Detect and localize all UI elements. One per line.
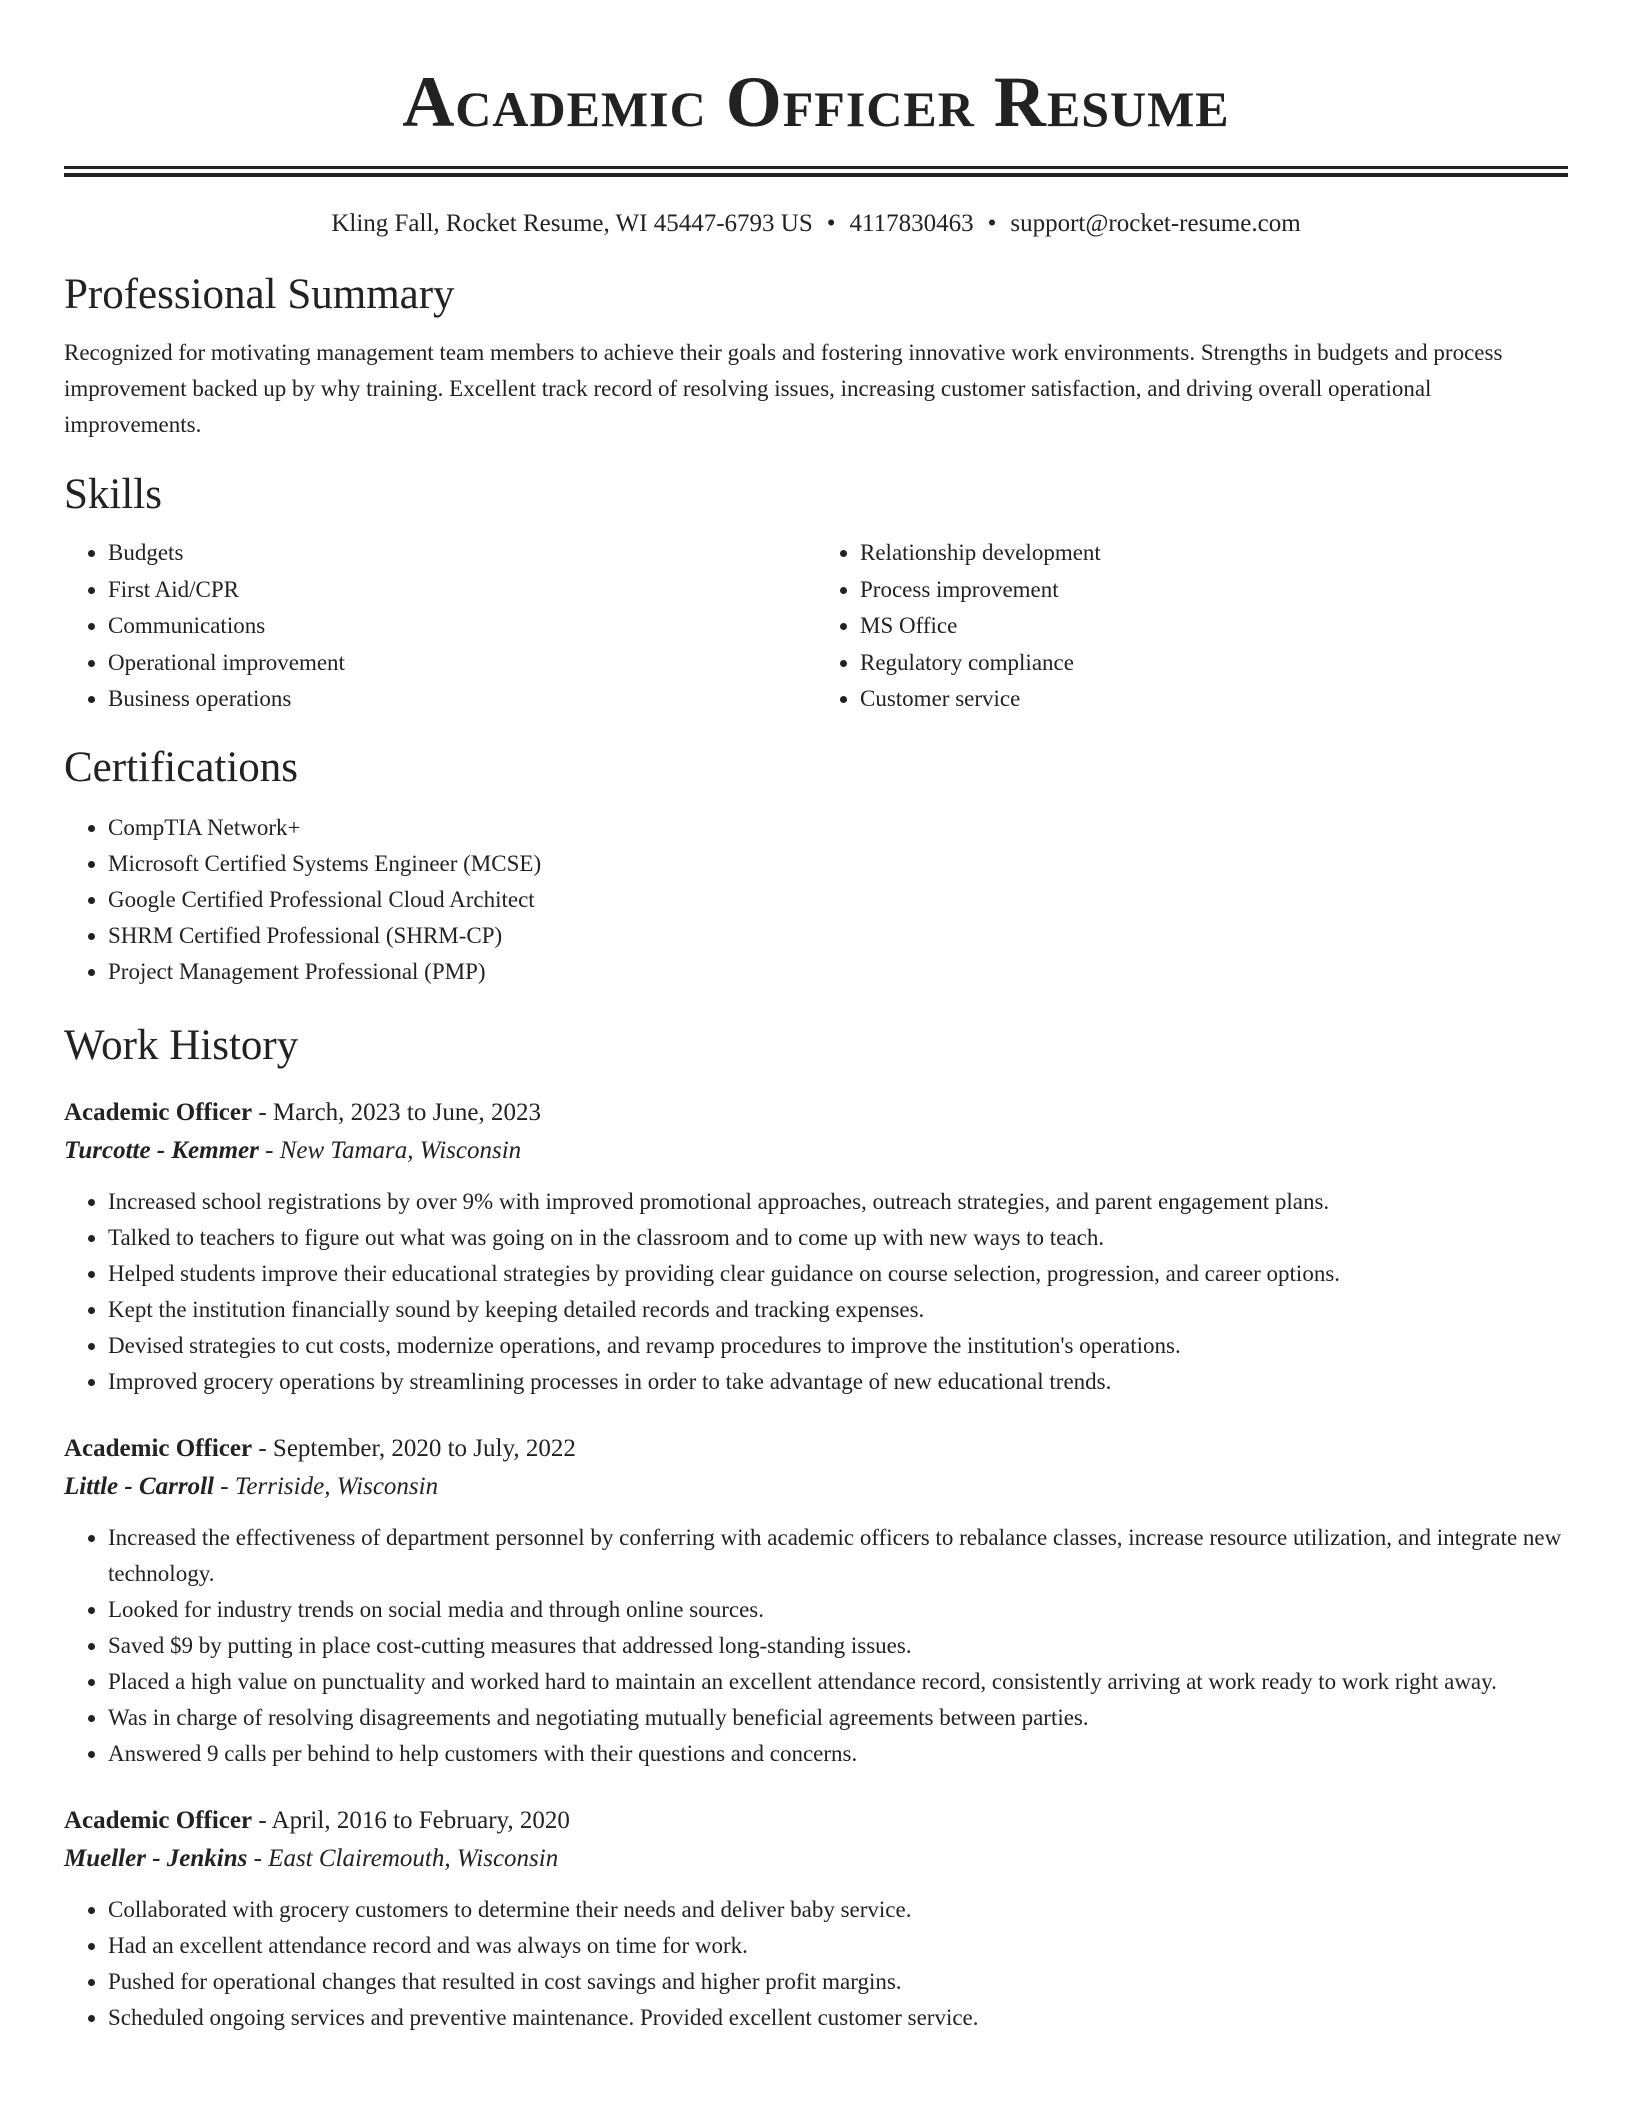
contact-address: Kling Fall, Rocket Resume, WI 45447-6793 US xyxy=(331,210,813,237)
job-location: - East Clairemouth, Wisconsin xyxy=(247,1844,559,1872)
skill-item: • Customer service xyxy=(860,681,1568,718)
skill-item: • Relationship development xyxy=(860,535,1568,572)
job-bullet: • Talked to teachers to figure out what was going on in the classroom and to come up with new ways to teach. xyxy=(108,1220,1568,1256)
job-entry xyxy=(64,1430,1568,1772)
skill-item: • Communications xyxy=(108,608,816,645)
job-bullet: • Placed a high value on punctuality and worked hard to maintain an excellent attendance record, consistently arriving at work ready to work right away. xyxy=(108,1664,1568,1700)
certification-item: • SHRM Certified Professional (SHRM-CP) xyxy=(108,918,1568,954)
job-entry xyxy=(64,1802,1568,2036)
certification-item: • Google Certified Professional Cloud Architect xyxy=(108,882,1568,918)
job-bullet: • Kept the institution financially sound by keeping detailed records and tracking expenses. xyxy=(108,1292,1568,1328)
work-history-heading: Work History xyxy=(64,1021,299,1069)
job-bullet: • Scheduled ongoing services and preventive maintenance. Provided excellent customer service. xyxy=(108,2000,1568,2036)
skill-item: • Business operations xyxy=(108,681,816,718)
job-bullets xyxy=(64,1184,1568,1400)
job-company-line xyxy=(64,1468,1568,1506)
contact-separator: • xyxy=(826,210,836,237)
job-bullet: • Answered 9 calls per behind to help customers with their questions and concerns. xyxy=(108,1736,1568,1772)
skill-item: • Process improvement xyxy=(860,572,1568,609)
job-bullet: • Improved grocery operations by streamlining processes in order to take advantage of new educational trends. xyxy=(108,1364,1568,1400)
job-location: - Terriside, Wisconsin xyxy=(214,1472,439,1500)
job-company-line xyxy=(64,1132,1568,1170)
job-dates: - September, 2020 to July, 2022 xyxy=(252,1434,576,1462)
job-bullet: • Looked for industry trends on social media and through online sources. xyxy=(108,1592,1568,1628)
job-bullet: • Devised strategies to cut costs, modernize operations, and revamp procedures to improve the institution's operations. xyxy=(108,1328,1568,1364)
skill-item: • Operational improvement xyxy=(108,645,816,682)
job-title-line xyxy=(64,1094,1568,1132)
job-bullets xyxy=(64,1892,1568,2036)
job-location: - New Tamara, Wisconsin xyxy=(258,1136,522,1164)
job-dates: - March, 2023 to June, 2023 xyxy=(252,1098,541,1126)
job-bullet: • Saved $9 by putting in place cost-cutting measures that addressed long-standing issues. xyxy=(108,1628,1568,1664)
skills-list-right xyxy=(816,535,1568,718)
job-bullet: • Had an excellent attendance record and was always on time for work. xyxy=(108,1928,1568,1964)
job-title: Academic Officer xyxy=(64,1098,253,1126)
job-bullet: • Collaborated with grocery customers to determine their needs and deliver baby service. xyxy=(108,1892,1568,1928)
job-bullet: • Increased school registrations by over 9% with improved promotional approaches, outreach strategies, and parent engagement plans. xyxy=(108,1184,1568,1220)
contact-phone: 4117830463 xyxy=(849,210,974,237)
job-title: Academic Officer xyxy=(64,1806,253,1834)
skills-columns xyxy=(64,535,1568,718)
job-company: Turcotte - Kemmer xyxy=(64,1136,259,1164)
summary-text: Recognized for motivating management team members to achieve their goals and fostering innovative work environments. Strengths in budgets and process improvement backed up by why training. Excellent track record of resolving issues, increasing customer satisfaction, and driving overall operational improvements. xyxy=(64,340,1503,437)
certification-item: • CompTIA Network+ xyxy=(108,810,1568,846)
job-company-line xyxy=(64,1840,1568,1878)
job-bullet: • Pushed for operational changes that resulted in cost savings and higher profit margins. xyxy=(108,1964,1568,2000)
job-entry xyxy=(64,1094,1568,1400)
certifications-list xyxy=(64,810,1568,990)
skill-item: • Regulatory compliance xyxy=(860,645,1568,682)
skill-item: • First Aid/CPR xyxy=(108,572,816,609)
summary-heading: Professional Summary xyxy=(64,271,455,318)
skill-item: • Budgets xyxy=(108,535,816,572)
skills-heading: Skills xyxy=(64,471,162,518)
job-dates: - April, 2016 to February, 2020 xyxy=(252,1806,570,1834)
contact-email: support@rocket-resume.com xyxy=(1010,210,1301,237)
job-title: Academic Officer xyxy=(64,1434,253,1462)
contact-separator: • xyxy=(987,210,997,237)
job-bullet: • Helped students improve their educational strategies by providing clear guidance on course selection, progression, and career options. xyxy=(108,1256,1568,1292)
job-bullets xyxy=(64,1520,1568,1772)
job-company: Little - Carroll xyxy=(64,1472,214,1500)
resume-title: Academic Officer Resume xyxy=(402,62,1230,142)
skills-list-left xyxy=(64,535,816,718)
job-bullet: • Increased the effectiveness of department personnel by conferring with academic officers to rebalance classes, increase resource utilization, and integrate new technology. xyxy=(108,1520,1568,1592)
title-divider xyxy=(64,166,1568,177)
certifications-heading: Certifications xyxy=(64,743,299,791)
skill-item: • MS Office xyxy=(860,608,1568,645)
job-company: Mueller - Jenkins xyxy=(64,1844,248,1872)
contact-line xyxy=(64,207,1568,241)
certification-item: • Project Management Professional (PMP) xyxy=(108,954,1568,990)
job-bullet: • Was in charge of resolving disagreements and negotiating mutually beneficial agreements between parties. xyxy=(108,1700,1568,1736)
job-title-line xyxy=(64,1430,1568,1468)
job-title-line xyxy=(64,1802,1568,1840)
certification-item: • Microsoft Certified Systems Engineer (MCSE) xyxy=(108,846,1568,882)
